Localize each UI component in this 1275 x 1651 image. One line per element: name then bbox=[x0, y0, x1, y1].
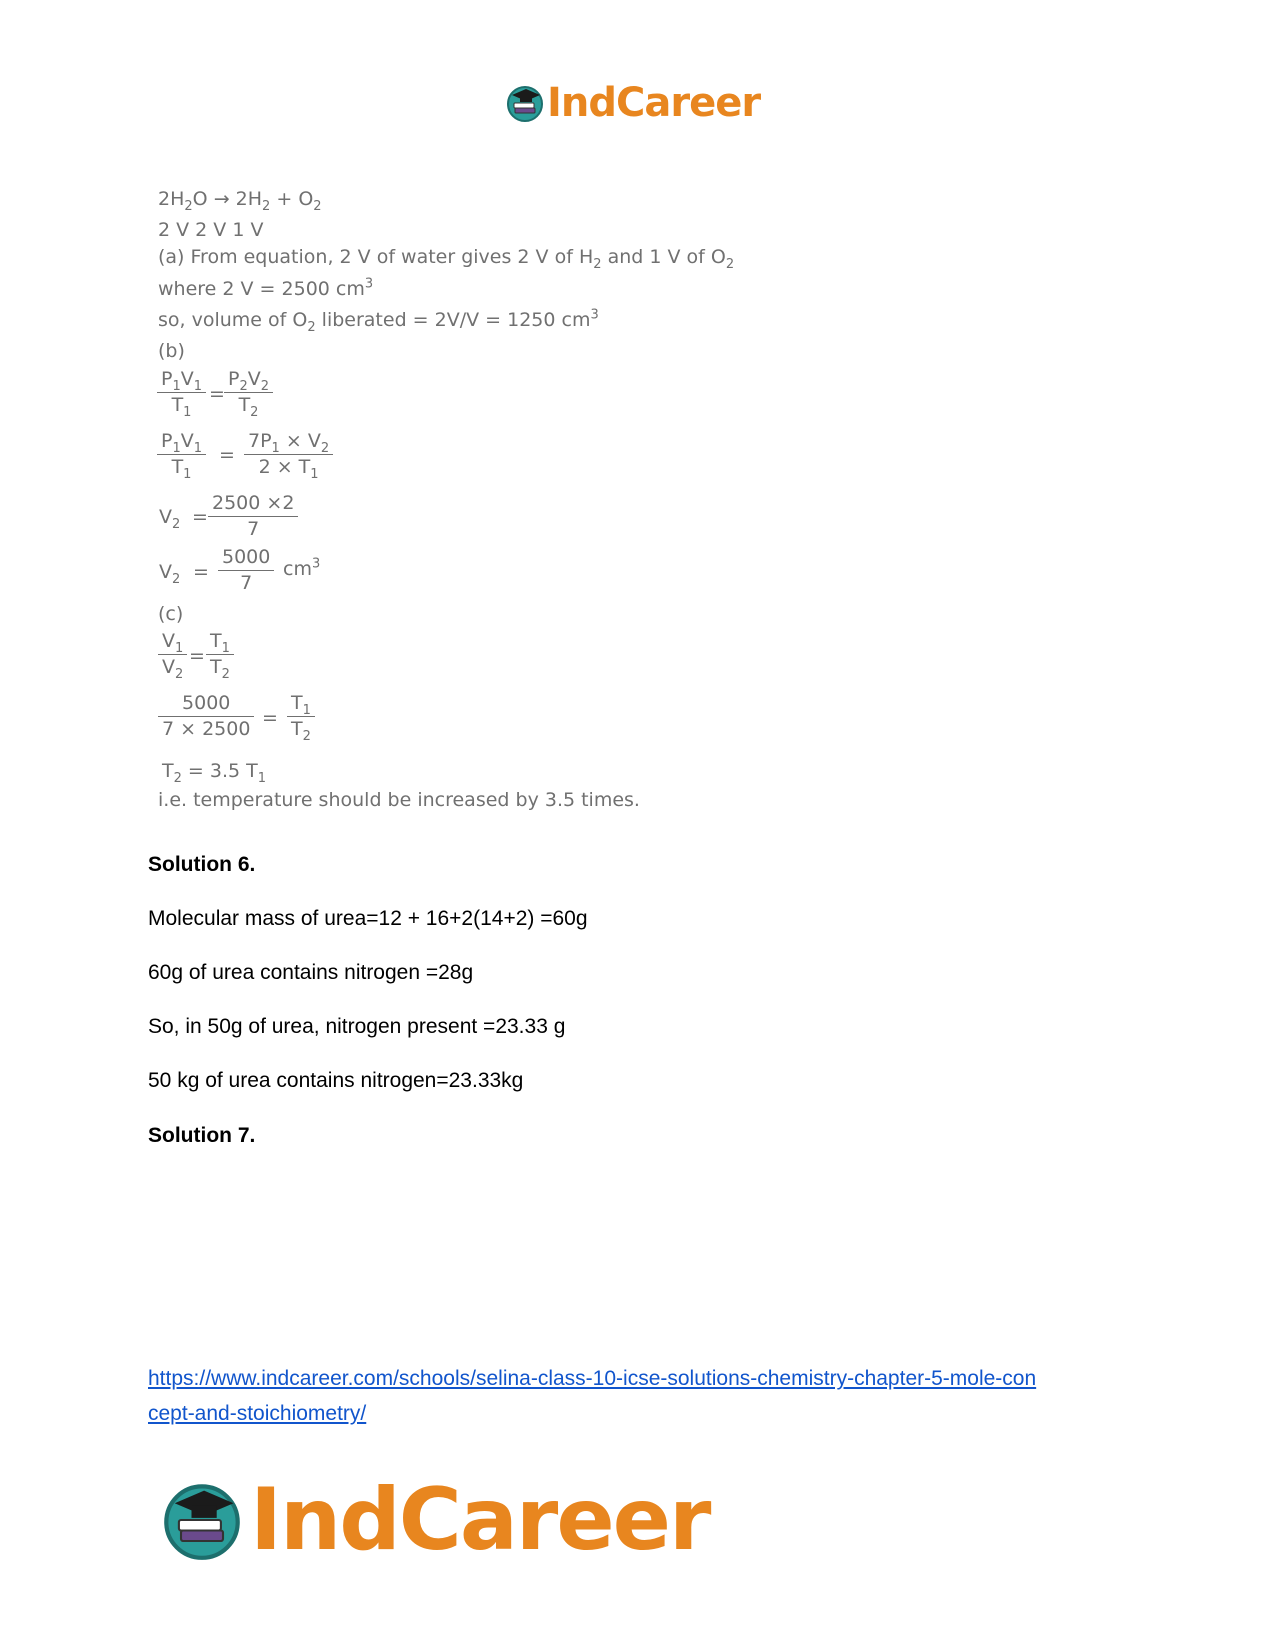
equals-sign: = bbox=[209, 383, 225, 405]
so-text: liberated = 2V/V = 1250 cm bbox=[315, 309, 591, 331]
so-sub: 2 bbox=[307, 319, 316, 335]
solution-7-title: Solution 7. bbox=[148, 1124, 256, 1147]
graduation-cap-book-globe-icon bbox=[160, 1478, 244, 1562]
where-sup: 3 bbox=[364, 276, 374, 292]
fraction: $\frac{T_1}{T_2}$ bbox=[206, 632, 234, 677]
where-text: where 2 V = 2500 cm bbox=[158, 278, 365, 300]
eq-text: + O bbox=[276, 188, 314, 210]
eq-text: 2H bbox=[235, 188, 263, 210]
brand-name: IndCareer bbox=[547, 80, 761, 126]
part-b-label: (b) bbox=[158, 340, 185, 362]
solution-6-line: 60g of urea contains nitrogen =28g bbox=[148, 961, 474, 984]
part-a-text: and 1 V of O bbox=[601, 246, 726, 268]
fraction: $\frac{5000}{7 \times 2500}$ bbox=[158, 694, 254, 739]
so-line bbox=[158, 307, 599, 335]
solution-6-line: 50 kg of urea contains nitrogen=23.33kg bbox=[148, 1069, 524, 1092]
source-link-line-2[interactable]: cept-and-stoichiometry/ bbox=[148, 1402, 367, 1425]
equation-line bbox=[158, 188, 322, 214]
solution-6-title: Solution 6. bbox=[148, 853, 256, 876]
solution-6-line: Molecular mass of urea=12 + 16+2(14+2) =60g bbox=[148, 907, 588, 930]
part-a-line bbox=[158, 246, 735, 272]
eq-text: 2H bbox=[158, 188, 185, 210]
part-a-sub: 2 bbox=[593, 256, 602, 272]
reaction-arrow: → bbox=[213, 188, 230, 210]
source-link-line-1[interactable]: https://www.indcareer.com/schools/selina-class-10-icse-solutions-chemistry-chapter-5-mole-con bbox=[148, 1367, 1037, 1390]
fraction: $\frac{T_1}{T_2}$ bbox=[287, 694, 315, 739]
where-line bbox=[158, 276, 374, 300]
volume-line: 2 V 2 V 1 V bbox=[158, 219, 264, 241]
fraction: $\frac{7P_1 \times V_2}{2 \times T_1}$ bbox=[244, 432, 333, 477]
lhs: $V_2$ bbox=[159, 506, 181, 532]
header-logo bbox=[505, 80, 760, 126]
lhs: $V_2$ bbox=[159, 561, 181, 587]
unit: $cm^3$ bbox=[283, 556, 321, 580]
fraction: $\frac{P_2V_2}{T_2}$ bbox=[224, 370, 273, 415]
equals-sign: = bbox=[192, 506, 208, 528]
equals-sign: = bbox=[189, 645, 205, 667]
brand-name: IndCareer bbox=[250, 1470, 710, 1570]
fraction: $\frac{5000}{7}$ bbox=[218, 548, 274, 593]
graduation-cap-book-globe-icon bbox=[505, 83, 545, 123]
eq-sub: 2 bbox=[184, 198, 193, 214]
solution-6-line: So, in 50g of urea, nitrogen present =23.33 g bbox=[148, 1015, 566, 1038]
so-sup: 3 bbox=[590, 307, 599, 323]
equals-sign: = bbox=[193, 561, 209, 583]
conclusion-line: i.e. temperature should be increased by 3.5 times. bbox=[158, 789, 640, 811]
part-a-sub: 2 bbox=[725, 256, 735, 272]
so-text: so, volume of O bbox=[158, 309, 308, 331]
part-a-text: (a) From equation, 2 V of water gives 2 V of H bbox=[158, 246, 594, 268]
fraction: $\frac{V_1}{V_2}$ bbox=[158, 632, 187, 677]
eq-sub: 2 bbox=[313, 198, 322, 214]
footer-logo bbox=[160, 1470, 709, 1570]
eq-sub: 2 bbox=[262, 198, 271, 214]
eq-text: O bbox=[192, 188, 208, 210]
fraction: $\frac{P_1V_1}{T_1}$ bbox=[157, 370, 206, 415]
equals-sign: = bbox=[262, 707, 278, 729]
fraction: $\frac{2500 \times 2}{7}$ bbox=[208, 494, 298, 539]
equals-sign: = bbox=[219, 444, 235, 466]
c-equation-3: $T_2 = 3.5$ $T_1$ bbox=[162, 760, 267, 786]
fraction: $\frac{P_1V_1}{T_1}$ bbox=[157, 432, 206, 477]
part-c-label: (c) bbox=[158, 603, 184, 625]
